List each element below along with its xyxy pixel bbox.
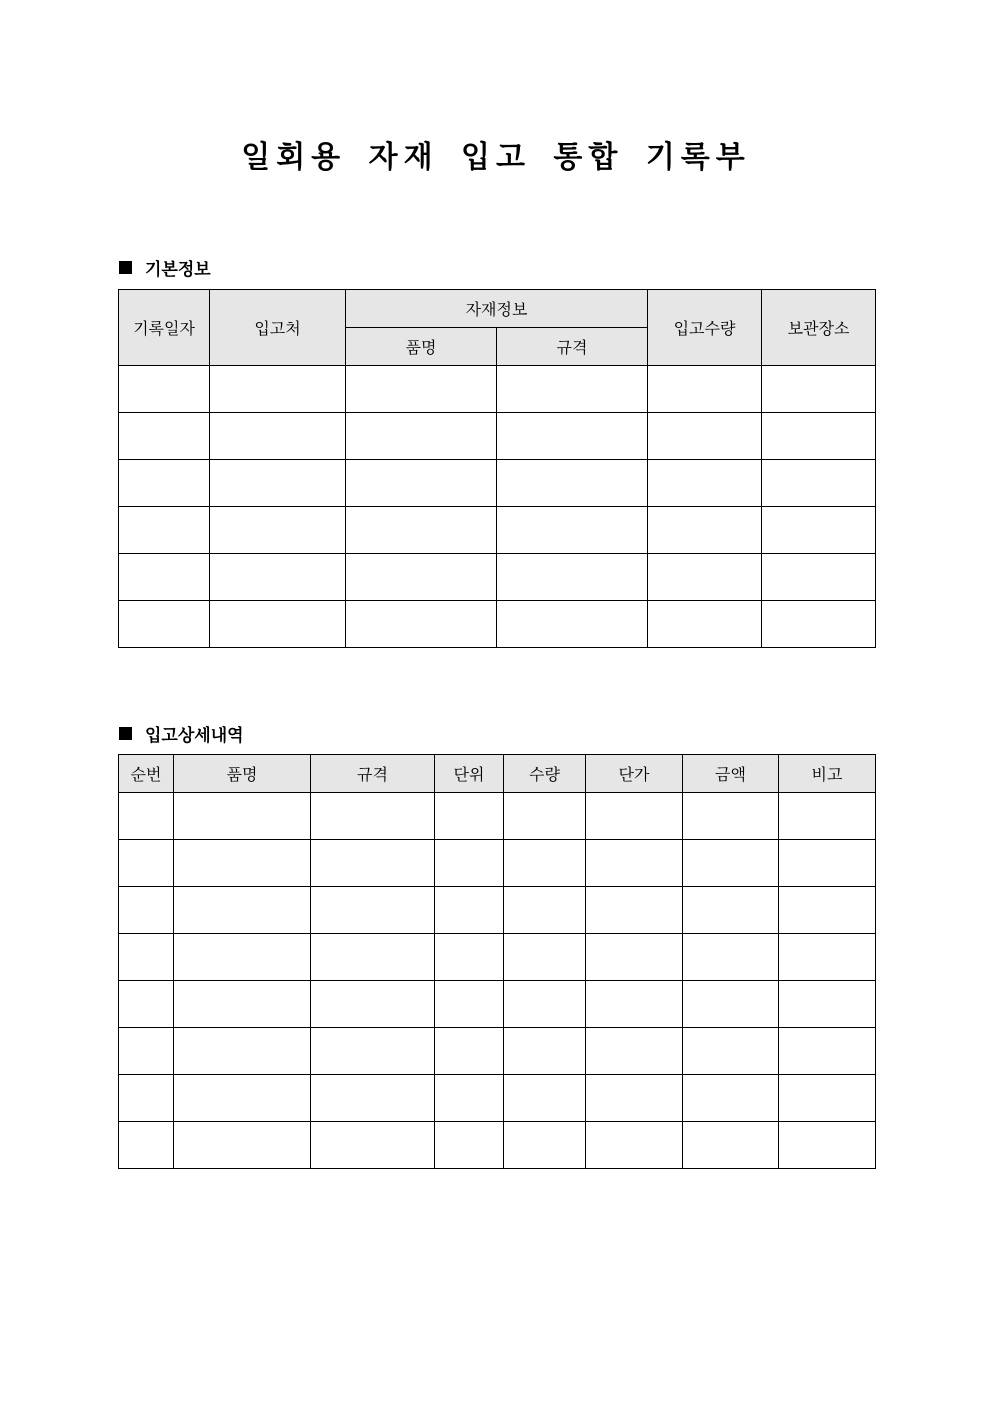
unit-cell[interactable] [435,793,504,840]
basic-info-section-title [119,255,211,280]
item-name-cell[interactable] [346,413,497,460]
spec-cell[interactable] [311,981,435,1028]
header-amount: 금액 [683,755,779,793]
unit-price-cell[interactable] [586,840,683,887]
remarks-cell[interactable] [779,981,876,1028]
spec-cell[interactable] [497,366,648,413]
basic-info-table [118,289,876,648]
table-row [119,1122,876,1169]
quantity-cell[interactable] [504,1122,586,1169]
header-quantity: 수량 [504,755,586,793]
unit-price-cell[interactable] [586,981,683,1028]
unit-cell[interactable] [435,840,504,887]
quantity-cell[interactable] [504,981,586,1028]
item-name-cell[interactable] [174,981,311,1028]
record-date-cell[interactable] [119,460,210,507]
header-material-info: 자재정보 [346,290,648,328]
item-name-cell[interactable] [174,887,311,934]
spec-cell[interactable] [311,887,435,934]
header-supplier: 입고처 [210,290,346,366]
unit-price-cell[interactable] [586,887,683,934]
quantity-cell[interactable] [648,413,762,460]
spec-cell[interactable] [311,1028,435,1075]
item-name-cell[interactable] [174,840,311,887]
quantity-cell[interactable] [648,460,762,507]
seq-cell[interactable] [119,840,174,887]
amount-cell[interactable] [683,934,779,981]
quantity-cell[interactable] [648,507,762,554]
table-row [119,554,876,601]
spec-cell[interactable] [497,413,648,460]
record-date-cell[interactable] [119,366,210,413]
seq-cell[interactable] [119,1075,174,1122]
remarks-cell[interactable] [779,793,876,840]
spec-cell[interactable] [311,1075,435,1122]
seq-cell[interactable] [119,934,174,981]
unit-cell[interactable] [435,1028,504,1075]
supplier-cell[interactable] [210,366,346,413]
supplier-cell[interactable] [210,413,346,460]
table-row [119,840,876,887]
table-row [119,366,876,413]
item-name-cell[interactable] [174,1075,311,1122]
table-row [119,1028,876,1075]
unit-price-cell[interactable] [586,1075,683,1122]
table-row [119,981,876,1028]
item-name-cell[interactable] [174,793,311,840]
supplier-cell[interactable] [210,507,346,554]
table-row [119,1075,876,1122]
receipt-details-header-row [119,755,876,793]
amount-cell[interactable] [683,793,779,840]
header-spec: 규격 [311,755,435,793]
seq-cell[interactable] [119,793,174,840]
remarks-cell[interactable] [779,1122,876,1169]
storage-cell[interactable] [762,507,876,554]
spec-cell[interactable] [311,1122,435,1169]
remarks-cell[interactable] [779,1028,876,1075]
unit-cell[interactable] [435,887,504,934]
unit-price-cell[interactable] [586,1122,683,1169]
receipt-details-section-title [119,721,244,746]
quantity-cell[interactable] [504,934,586,981]
remarks-cell[interactable] [779,840,876,887]
seq-cell[interactable] [119,887,174,934]
storage-cell[interactable] [762,554,876,601]
item-name-cell[interactable] [346,460,497,507]
item-name-cell[interactable] [346,507,497,554]
quantity-cell[interactable] [648,366,762,413]
receipt-details-table-body [119,793,876,1169]
unit-price-cell[interactable] [586,793,683,840]
header-unit: 단위 [435,755,504,793]
unit-cell[interactable] [435,934,504,981]
quantity-cell[interactable] [504,793,586,840]
supplier-cell[interactable] [210,554,346,601]
header-record-date: 기록일자 [119,290,210,366]
amount-cell[interactable] [683,1075,779,1122]
item-name-cell[interactable] [174,934,311,981]
basic-info-section-label: 기본정보 [145,260,211,280]
storage-cell[interactable] [762,413,876,460]
quantity-cell[interactable] [504,840,586,887]
record-date-cell[interactable] [119,413,210,460]
spec-cell[interactable] [497,554,648,601]
storage-cell[interactable] [762,601,876,648]
amount-cell[interactable] [683,1122,779,1169]
quantity-cell[interactable] [648,601,762,648]
record-date-cell[interactable] [119,507,210,554]
header-item-name: 품명 [346,328,497,366]
basic-info-table-body [119,366,876,648]
quantity-cell[interactable] [504,1028,586,1075]
table-row [119,507,876,554]
header-unit-price: 단가 [586,755,683,793]
quantity-cell[interactable] [504,887,586,934]
storage-cell[interactable] [762,366,876,413]
supplier-cell[interactable] [210,601,346,648]
storage-cell[interactable] [762,460,876,507]
spec-cell[interactable] [497,601,648,648]
table-row [119,887,876,934]
item-name-cell[interactable] [346,601,497,648]
record-date-cell[interactable] [119,554,210,601]
quantity-cell[interactable] [504,1075,586,1122]
table-row [119,460,876,507]
quantity-cell[interactable] [648,554,762,601]
unit-cell[interactable] [435,1122,504,1169]
seq-cell[interactable] [119,1028,174,1075]
remarks-cell[interactable] [779,887,876,934]
spec-cell[interactable] [311,934,435,981]
spec-cell[interactable] [311,840,435,887]
receipt-details-table [118,754,876,1169]
remarks-cell[interactable] [779,934,876,981]
spec-cell[interactable] [497,507,648,554]
seq-cell[interactable] [119,981,174,1028]
header-spec: 규격 [497,328,648,366]
remarks-cell[interactable] [779,1075,876,1122]
seq-cell[interactable] [119,1122,174,1169]
square-bullet-icon [119,727,132,740]
amount-cell[interactable] [683,840,779,887]
amount-cell[interactable] [683,1028,779,1075]
unit-price-cell[interactable] [586,1028,683,1075]
item-name-cell[interactable] [174,1122,311,1169]
item-name-cell[interactable] [346,554,497,601]
receipt-details-section-label: 입고상세내역 [145,726,244,746]
table-row [119,601,876,648]
header-remarks: 비고 [779,755,876,793]
header-item-name: 품명 [174,755,311,793]
header-seq: 순번 [119,755,174,793]
supplier-cell[interactable] [210,460,346,507]
spec-cell[interactable] [311,793,435,840]
amount-cell[interactable] [683,981,779,1028]
document-title: 일회용 자재 입고 통합 기록부 [241,140,751,175]
header-storage: 보관장소 [762,290,876,366]
table-row [119,413,876,460]
item-name-cell[interactable] [346,366,497,413]
square-bullet-icon [119,261,132,274]
header-quantity: 입고수량 [648,290,762,366]
table-row [119,934,876,981]
unit-price-cell[interactable] [586,934,683,981]
unit-cell[interactable] [435,1075,504,1122]
spec-cell[interactable] [497,460,648,507]
amount-cell[interactable] [683,887,779,934]
unit-cell[interactable] [435,981,504,1028]
item-name-cell[interactable] [174,1028,311,1075]
table-row [119,793,876,840]
record-date-cell[interactable] [119,601,210,648]
